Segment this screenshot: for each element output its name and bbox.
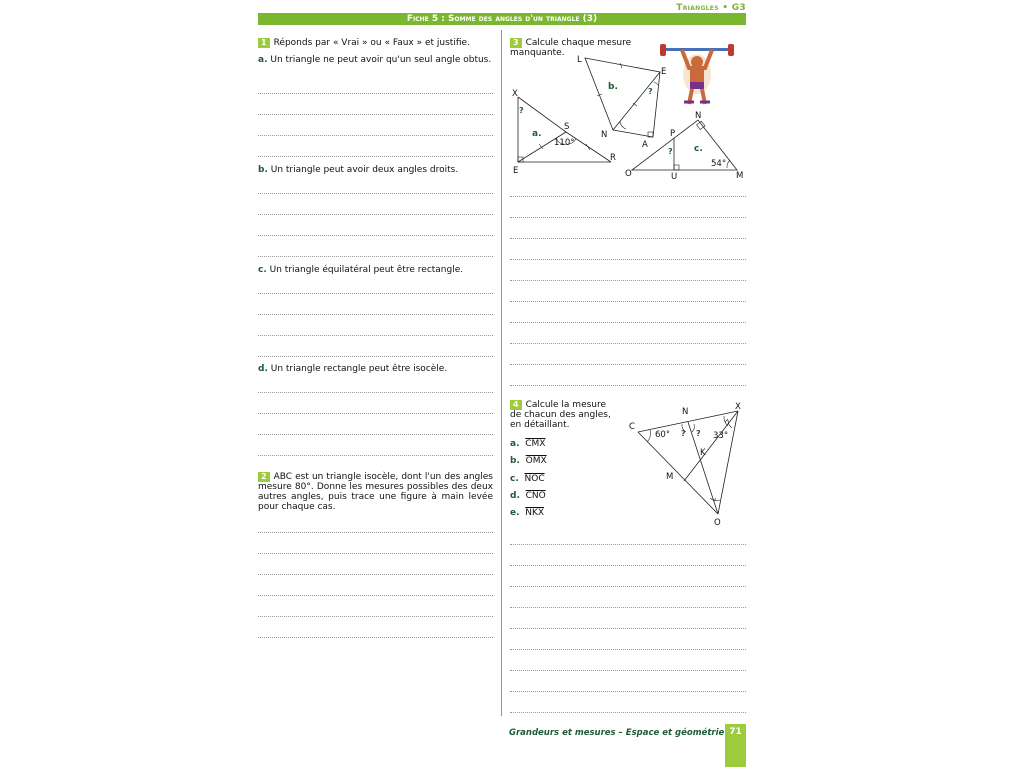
answer-line[interactable] [258, 135, 493, 136]
unknown-angle: ? [519, 106, 524, 115]
answer-line[interactable] [258, 156, 493, 157]
ex1-item-c: c. Un triangle équilatéral peut être rectangle. [258, 265, 464, 275]
answer-line[interactable] [258, 413, 493, 414]
answer-line[interactable] [510, 628, 746, 629]
point-label: A [642, 140, 648, 150]
answer-line[interactable] [258, 616, 493, 617]
unknown-angle: ? [696, 429, 701, 438]
point-label: P [670, 129, 676, 139]
point-label: L [577, 55, 582, 65]
point-label: N [695, 111, 702, 121]
angle-value: 33° [713, 431, 729, 441]
ex1-item-a: a. Un triangle ne peut avoir qu'un seul angle obtus. [258, 55, 492, 65]
point-label: N [601, 130, 608, 140]
answer-line[interactable] [258, 114, 493, 115]
ex3-figures [508, 52, 748, 182]
answer-line[interactable] [510, 217, 746, 218]
ex1-item-d: d. Un triangle rectangle peut être isocèle. [258, 364, 448, 374]
answer-line[interactable] [258, 356, 493, 357]
answer-line[interactable] [258, 434, 493, 435]
figure-label: b. [608, 82, 618, 92]
point-label: N [682, 407, 689, 417]
ex4-number: 4 [510, 400, 522, 410]
answer-line[interactable] [510, 280, 746, 281]
point-label: E [513, 166, 519, 176]
point-label: M [736, 171, 744, 181]
answer-line[interactable] [510, 259, 746, 260]
ex4-item-a: a. $\overline{CMX}$ [510, 439, 546, 449]
answer-line[interactable] [510, 364, 746, 365]
answer-line[interactable] [510, 670, 746, 671]
answer-line[interactable] [510, 691, 746, 692]
point-label: X [735, 402, 741, 412]
answer-line[interactable] [510, 586, 746, 587]
unknown-angle: ? [668, 147, 673, 156]
unknown-angle: ? [681, 429, 686, 438]
ex1-number: 1 [258, 38, 270, 48]
answer-line[interactable] [510, 301, 746, 302]
angle-value: 110° [554, 138, 575, 148]
point-label: O [714, 518, 721, 528]
ex4-prompt: 4 Calcule la mesure de chacun des angles, en détaillant. [510, 400, 611, 430]
ex4-item-c: c. $\overline{NOC}$ [510, 474, 545, 484]
answer-line[interactable] [258, 335, 493, 336]
answer-line[interactable] [258, 595, 493, 596]
figure-label: a. [532, 129, 542, 139]
ex4-figure [624, 398, 748, 530]
ex4-item-b: b. $\overline{OMX}$ [510, 456, 547, 466]
page-number: 71 [725, 724, 746, 767]
chapter-label: Triangles • G3 [676, 3, 746, 13]
answer-line[interactable] [258, 293, 493, 294]
answer-line[interactable] [258, 235, 493, 236]
ex4-item-e: e. $\overline{NKX}$ [510, 508, 545, 518]
ex1-item-b: b. Un triangle peut avoir deux angles droits. [258, 165, 459, 175]
answer-line[interactable] [510, 565, 746, 566]
footer-text: Grandeurs et mesures – Espace et géométrie [509, 728, 725, 738]
ex3-number: 3 [510, 38, 522, 48]
point-label: R [610, 153, 616, 163]
ex4-item-d: d. $\overline{CNO}$ [510, 491, 546, 501]
answer-line[interactable] [258, 193, 493, 194]
answer-line[interactable] [510, 385, 746, 386]
point-label: K [700, 448, 706, 458]
point-label: O [625, 169, 632, 179]
answer-line[interactable] [510, 322, 746, 323]
answer-line[interactable] [258, 455, 493, 456]
point-label: E [661, 67, 667, 77]
answer-line[interactable] [258, 532, 493, 533]
ex3-prompt: 3 Calcule chaque mesure manquante. [510, 38, 632, 58]
point-label: X [512, 89, 518, 99]
ex2-text: 2 ABC est un triangle isocèle, dont l'un des angles mesure 80°. Donne les mesures possibles des deux autres angles, puis trace une figure à main levée pour chaque cas. [258, 472, 493, 512]
answer-line[interactable] [258, 314, 493, 315]
ex3-figure-b [577, 55, 666, 150]
answer-line[interactable] [510, 712, 746, 713]
point-label: C [629, 422, 635, 432]
answer-line[interactable] [258, 93, 493, 94]
answer-line[interactable] [258, 214, 493, 215]
point-label: S [564, 122, 570, 132]
figure-label: c. [694, 144, 703, 154]
answer-line[interactable] [258, 256, 493, 257]
answer-line[interactable] [258, 574, 493, 575]
answer-line[interactable] [510, 238, 746, 239]
answer-line[interactable] [510, 343, 746, 344]
column-divider [501, 30, 502, 716]
answer-line[interactable] [510, 649, 746, 650]
answer-line[interactable] [258, 637, 493, 638]
answer-line[interactable] [258, 392, 493, 393]
answer-line[interactable] [258, 553, 493, 554]
answer-line[interactable] [510, 607, 746, 608]
ex2-number: 2 [258, 472, 270, 482]
point-label: U [671, 172, 678, 182]
answer-line[interactable] [510, 544, 746, 545]
answer-line[interactable] [510, 196, 746, 197]
unknown-angle: ? [648, 87, 653, 96]
worksheet-title: Fiche 5 : Somme des angles d'un triangle (3) [258, 13, 746, 25]
angle-value: 54° [711, 159, 727, 169]
ex1-prompt: 1 Réponds par « Vrai » ou « Faux » et justifie. [258, 38, 493, 48]
point-label: M [666, 472, 674, 482]
angle-value: 60° [655, 430, 671, 440]
